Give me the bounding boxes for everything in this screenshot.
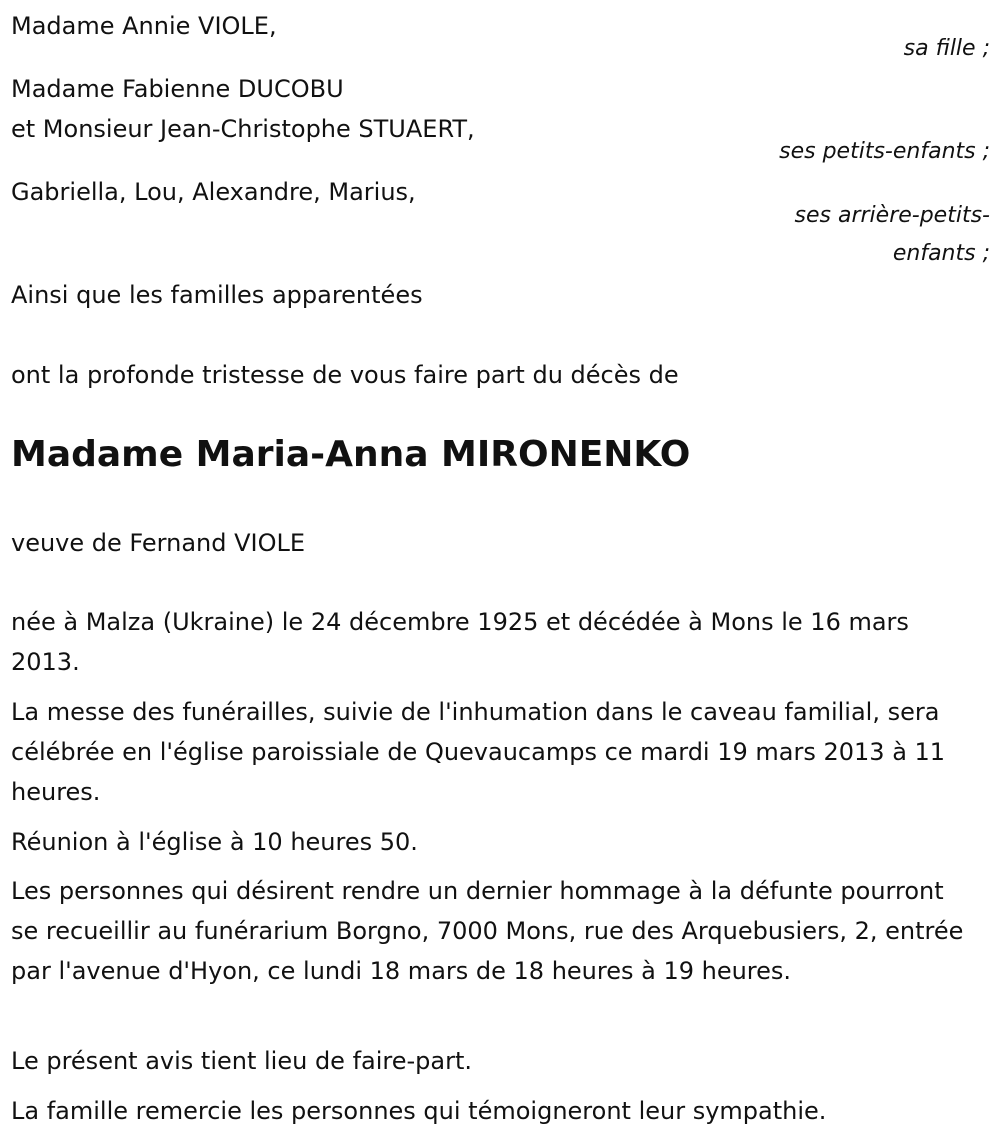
announcement-intro: ont la profonde tristesse de vous faire part du décès de — [11, 361, 679, 389]
daughter-name: Madame Annie VIOLE, — [11, 12, 277, 40]
notice-paragraph: Le présent avis tient lieu de faire-part. — [11, 1047, 473, 1075]
meeting-paragraph: Réunion à l'église à 10 heures 50. — [11, 828, 418, 856]
grandchild-name-2: et Monsieur Jean-Christophe STUAERT, — [11, 115, 475, 143]
funeral-paragraph: La messe des funérailles, suivie de l'inhumation dans le caveau familial, sera célébrée en l'église paroissiale de Quevaucamps ce mardi 19 mars 2013 à 11 heures. — [11, 698, 946, 806]
great-grandchildren-relation-line2: enfants ; — [892, 241, 990, 266]
deceased-name: Madame Maria-Anna MIRONENKO — [11, 434, 691, 475]
related-families: Ainsi que les familles apparentées — [11, 281, 423, 309]
widow-of: veuve de Fernand VIOLE — [11, 529, 306, 557]
great-grandchildren-relation-line1: ses arrière-petits- — [794, 203, 990, 228]
visitation-paragraph: Les personnes qui désirent rendre un dernier hommage à la défunte pourront se recueillir au funérarium Borgno, 7000 Mons, rue des Arquebusiers, 2, entrée par l'avenue d'Hyon, ce lundi 18 mars de 18 heures à 19 heures. — [11, 877, 964, 985]
daughter-relation: sa fille ; — [903, 36, 990, 61]
grandchildren-relation: ses petits-enfants ; — [779, 139, 990, 164]
birth-death-paragraph: née à Malza (Ukraine) le 24 décembre 1925 et décédée à Mons le 16 mars 2013. — [11, 608, 909, 676]
great-grandchildren-names: Gabriella, Lou, Alexandre, Marius, — [11, 178, 416, 206]
grandchild-name-1: Madame Fabienne DUCOBU — [11, 75, 344, 103]
thanks-paragraph: La famille remercie les personnes qui témoigneront leur sympathie. — [11, 1097, 827, 1125]
